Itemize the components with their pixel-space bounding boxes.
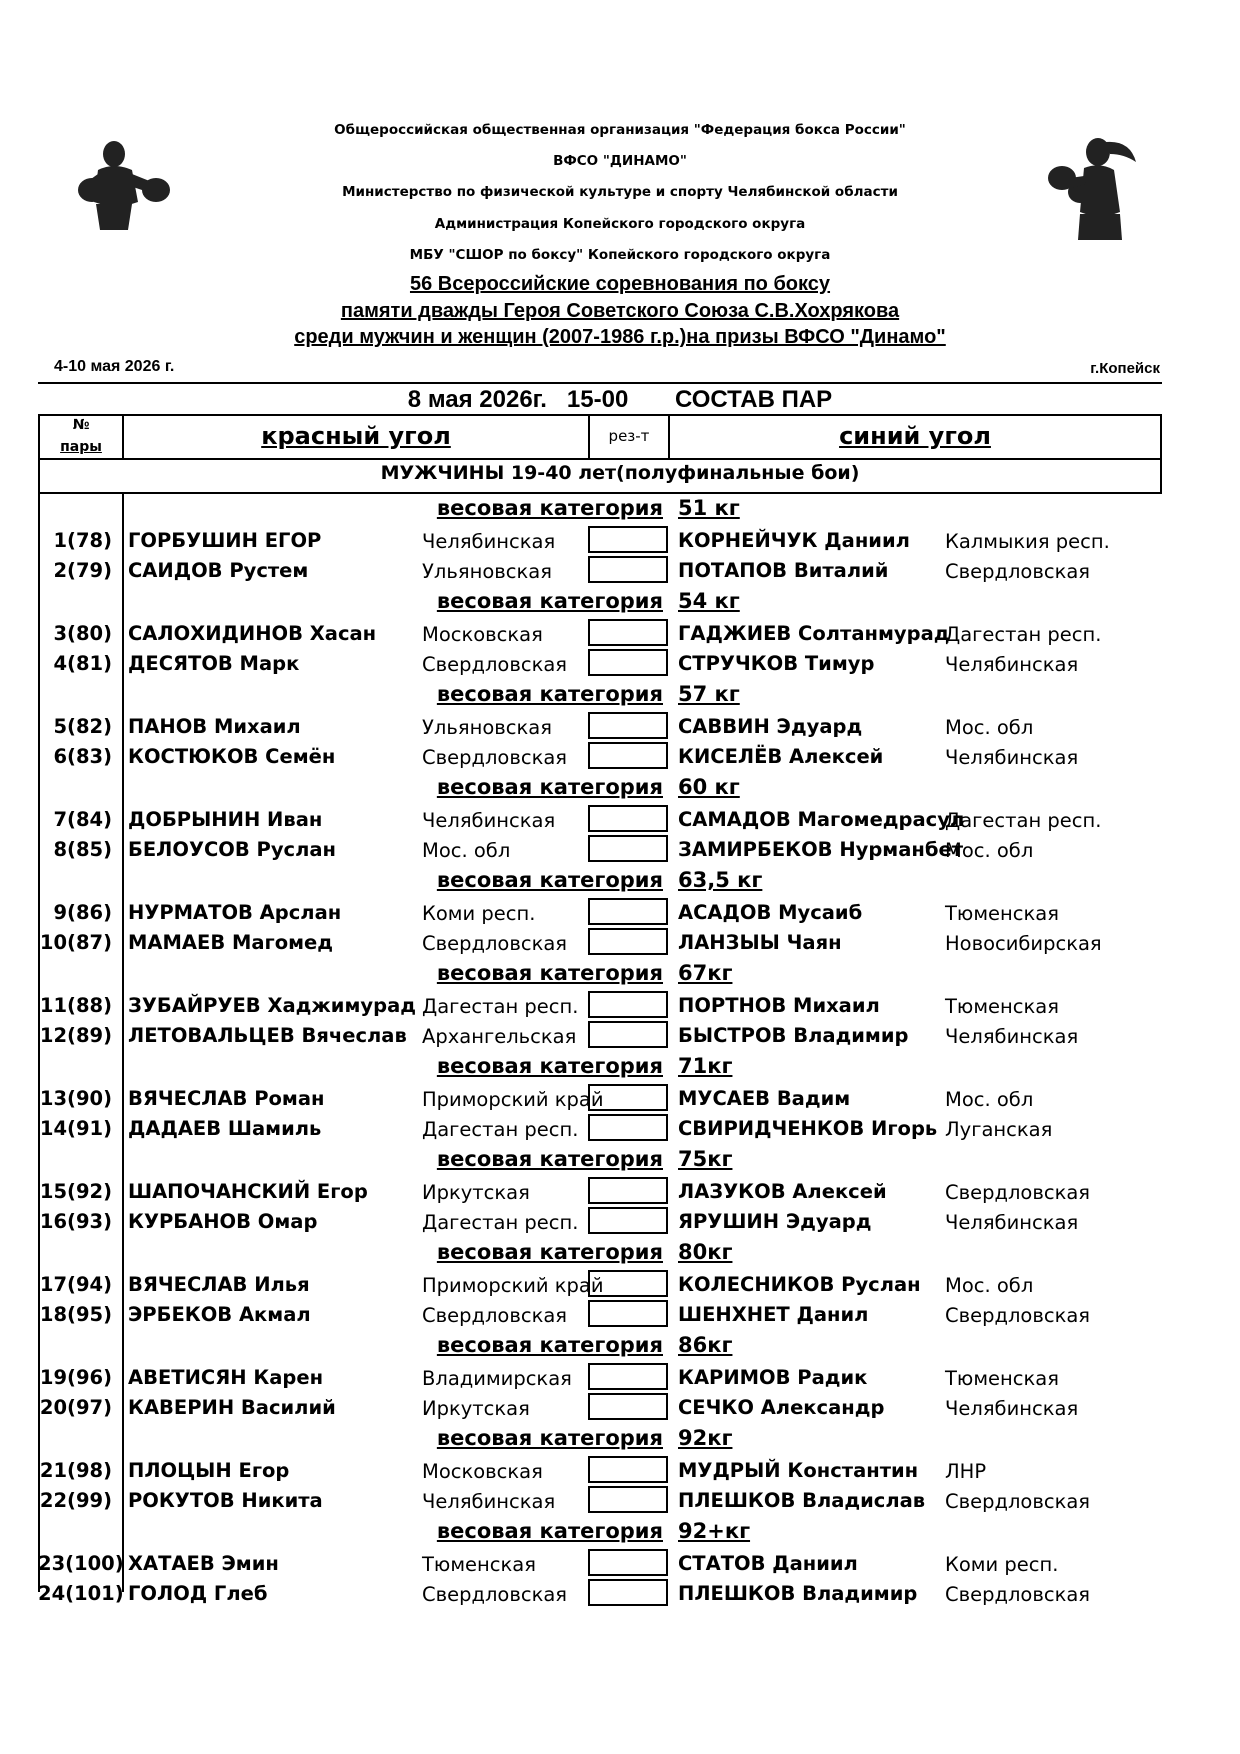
org-line-1: Общероссийская общественная организация "Федерация бокса России" — [334, 122, 906, 138]
blue-boxer-region: Челябинская — [945, 1211, 1079, 1234]
red-boxer-region: Челябинская — [422, 809, 556, 832]
weight-category-label: весовая категория — [436, 496, 663, 520]
result-box[interactable] — [588, 556, 668, 583]
red-boxer-region: Челябинская — [422, 1490, 556, 1513]
weight-category-label: весовая категория — [436, 868, 663, 892]
result-box[interactable] — [588, 1114, 668, 1141]
pair-number: 8(85) — [53, 838, 112, 861]
blue-boxer-region: Свердловская — [945, 560, 1091, 583]
result-box[interactable] — [588, 649, 668, 676]
blue-boxer-region: Мос. обл — [945, 839, 1034, 862]
pair-row — [0, 897, 1240, 927]
blue-boxer-region: Свердловская — [945, 1490, 1091, 1513]
result-box[interactable] — [588, 805, 668, 832]
pair-row — [0, 927, 1240, 957]
pair-row — [0, 1206, 1240, 1236]
pair-row — [0, 834, 1240, 864]
red-boxer-name: ЗУБАЙРУЕВ Хаджимурад — [128, 994, 416, 1017]
pair-number: 17(94) — [39, 1273, 112, 1296]
red-boxer-region: Челябинская — [422, 530, 556, 553]
result-box[interactable] — [588, 991, 668, 1018]
result-box[interactable] — [588, 835, 668, 862]
pair-number: 19(96) — [39, 1366, 112, 1389]
weight-category-label: весовая категория — [436, 775, 663, 799]
weight-category-row — [0, 494, 1240, 524]
blue-boxer-name: КОЛЕСНИКОВ Руслан — [678, 1273, 921, 1296]
blue-boxer-region: Челябинская — [945, 653, 1079, 676]
blue-corner-header: синий угол — [839, 422, 991, 450]
blue-boxer-name: МУСАЕВ Вадим — [678, 1087, 851, 1110]
blue-boxer-region: Челябинская — [945, 1025, 1079, 1048]
pair-row — [0, 1485, 1240, 1515]
red-boxer-region: Свердловская — [422, 746, 568, 769]
event-dates: 4-10 мая 2026 г. — [54, 358, 175, 375]
pair-number: 1(78) — [53, 529, 112, 552]
blue-boxer-region: Мос. обл — [945, 1088, 1034, 1111]
pair-row — [0, 1578, 1240, 1608]
weight-category-row — [0, 866, 1240, 896]
weight-category-row — [0, 1052, 1240, 1082]
org-line-4: Администрация Копейского городского округа — [434, 216, 806, 232]
blue-boxer-name: САВВИН Эдуард — [678, 715, 863, 738]
pair-number: 10(87) — [39, 931, 112, 954]
red-boxer-region: Архангельская — [422, 1025, 577, 1048]
red-boxer-region: Московская — [422, 1460, 543, 1483]
pair-row — [0, 741, 1240, 771]
pair-number: 24(101) — [38, 1582, 124, 1605]
red-boxer-region: Иркутская — [422, 1181, 530, 1204]
weight-category-value: 57 кг — [678, 682, 740, 706]
weight-category-label: весовая категория — [436, 1333, 663, 1357]
red-boxer-region: Дагестан респ. — [422, 995, 579, 1018]
weight-category-value: 86кг — [678, 1333, 733, 1357]
red-boxer-region: Свердловская — [422, 1304, 568, 1327]
blue-boxer-region: Свердловская — [945, 1583, 1091, 1606]
result-box[interactable] — [588, 1270, 668, 1297]
red-boxer-name: ХАТАЕВ Эмин — [128, 1552, 279, 1575]
blue-boxer-region: Тюменская — [945, 1367, 1059, 1390]
weight-category-row — [0, 680, 1240, 710]
weight-category-row — [0, 1424, 1240, 1454]
pair-number: 9(86) — [53, 901, 112, 924]
result-box[interactable] — [588, 1300, 668, 1327]
pair-number: 11(88) — [39, 994, 112, 1017]
event-city: г.Копейск — [1090, 360, 1160, 377]
red-boxer-region: Владимирская — [422, 1367, 572, 1390]
weight-category-value: 71кг — [678, 1054, 733, 1078]
blue-boxer-region: Тюменская — [945, 902, 1059, 925]
result-box[interactable] — [588, 1363, 668, 1390]
pair-row — [0, 1548, 1240, 1578]
org-line-3: Министерство по физической культуре и спорту Челябинской области — [342, 184, 898, 200]
pair-number: 3(80) — [53, 622, 112, 645]
weight-category-label: весовая категория — [436, 682, 663, 706]
blue-boxer-region: Мос. обл — [945, 1274, 1034, 1297]
red-boxer-name: САЛОХИДИНОВ Хасан — [128, 622, 377, 645]
weight-category-label: весовая категория — [436, 1240, 663, 1264]
pair-number: 2(79) — [53, 559, 112, 582]
result-box[interactable] — [588, 712, 668, 739]
weight-category-row — [0, 1238, 1240, 1268]
pair-row — [0, 555, 1240, 585]
pair-row — [0, 1020, 1240, 1050]
pair-number-header: № пары — [60, 417, 102, 455]
pair-row — [0, 1269, 1240, 1299]
red-boxer-region: Свердловская — [422, 1583, 568, 1606]
pair-row — [0, 1362, 1240, 1392]
blue-boxer-name: ПЛЕШКОВ Владимир — [678, 1582, 918, 1605]
blue-boxer-name: СЕЧКО Александр — [678, 1396, 885, 1419]
blue-boxer-region: Свердловская — [945, 1181, 1091, 1204]
red-boxer-name: ВЯЧЕСЛАВ Илья — [128, 1273, 310, 1296]
result-box[interactable] — [588, 898, 668, 925]
blue-boxer-name: ПОРТНОВ Михаил — [678, 994, 880, 1017]
org-line-5: МБУ "СШОР по боксу" Копейского городского округа — [409, 247, 831, 263]
pair-row — [0, 1392, 1240, 1422]
pair-number: 13(90) — [39, 1087, 112, 1110]
red-boxer-region: Свердловская — [422, 653, 568, 676]
red-boxer-name: НУРМАТОВ Арслан — [128, 901, 342, 924]
pair-number: 21(98) — [39, 1459, 112, 1482]
session-heading: 8 мая 2026г. 15-00 СОСТАВ ПАР — [407, 386, 833, 413]
pair-number: 23(100) — [38, 1552, 124, 1575]
pair-number: 22(99) — [39, 1489, 112, 1512]
blue-boxer-region: Мос. обл — [945, 716, 1034, 739]
red-boxer-name: МАМАЕВ Магомед — [128, 931, 334, 954]
red-boxer-region: Ульяновская — [422, 560, 552, 583]
title-line-3: среди мужчин и женщин (2007-1986 г.р.)на призы ВФСО "Динамо" — [294, 326, 946, 348]
red-boxer-name: АВЕТИСЯН Карен — [128, 1366, 324, 1389]
title-line-2: памяти дважды Героя Советского Союза С.В.Хохрякова — [340, 300, 900, 322]
blue-boxer-region: Дагестан респ. — [945, 809, 1102, 832]
blue-boxer-region: ЛНР — [945, 1460, 987, 1483]
red-boxer-region: Московская — [422, 623, 543, 646]
weight-category-label: весовая категория — [436, 589, 663, 613]
blue-boxer-name: ЛАНЗЫЫ Чаян — [678, 931, 842, 954]
result-box[interactable] — [588, 619, 668, 646]
blue-boxer-region: Луганская — [945, 1118, 1053, 1141]
blue-boxer-name: КИСЕЛЁВ Алексей — [678, 745, 884, 768]
red-boxer-region: Коми респ. — [422, 902, 536, 925]
blue-boxer-name: ЗАМИРБЕКОВ Нурманбет — [678, 838, 964, 861]
result-box[interactable] — [588, 1084, 668, 1111]
red-boxer-region: Иркутская — [422, 1397, 530, 1420]
blue-boxer-name: ЛАЗУКОВ Алексей — [678, 1180, 887, 1203]
weight-category-label: весовая категория — [436, 1519, 663, 1543]
blue-boxer-name: ГАДЖИЕВ Солтанмурад — [678, 622, 950, 645]
pair-row — [0, 1176, 1240, 1206]
blue-boxer-name: ШЕНХНЕТ Данил — [678, 1303, 869, 1326]
result-box[interactable] — [588, 1393, 668, 1420]
title-line-1: 56 Всероссийские соревнования по боксу — [409, 273, 831, 295]
pair-row — [0, 1113, 1240, 1143]
red-boxer-region: Свердловская — [422, 932, 568, 955]
pair-number: 5(82) — [53, 715, 112, 738]
red-boxer-name: ПАНОВ Михаил — [128, 715, 301, 738]
weight-category-value: 92кг — [678, 1426, 733, 1450]
weight-category-value: 92+кг — [678, 1519, 751, 1543]
blue-boxer-name: БЫСТРОВ Владимир — [678, 1024, 909, 1047]
blue-boxer-region: Новосибирская — [945, 932, 1102, 955]
blue-boxer-name: МУДРЫЙ Константин — [678, 1459, 919, 1482]
red-boxer-name: ГОЛОД Глеб — [128, 1582, 268, 1605]
red-boxer-name: ЛЕТОВАЛЬЦЕВ Вячеслав — [128, 1024, 407, 1047]
blue-boxer-region: Калмыкия респ. — [945, 530, 1110, 553]
result-box[interactable] — [588, 1177, 668, 1204]
blue-boxer-name: ПОТАПОВ Виталий — [678, 559, 889, 582]
blue-boxer-name: ЯРУШИН Эдуард — [678, 1210, 872, 1233]
red-boxer-region: Мос. обл — [422, 839, 511, 862]
result-box[interactable] — [588, 742, 668, 769]
red-boxer-region: Дагестан респ. — [422, 1118, 579, 1141]
weight-category-label: весовая категория — [436, 1147, 663, 1171]
blue-boxer-region: Дагестан респ. — [945, 623, 1102, 646]
red-boxer-name: ДЕСЯТОВ Марк — [128, 652, 300, 675]
pair-row — [0, 711, 1240, 741]
weight-category-value: 63,5 кг — [678, 868, 763, 892]
blue-boxer-name: СТАТОВ Даниил — [678, 1552, 858, 1575]
red-boxer-region: Дагестан респ. — [422, 1211, 579, 1234]
weight-category-row — [0, 1331, 1240, 1361]
red-boxer-name: ГОРБУШИН ЕГОР — [128, 529, 322, 552]
red-boxer-name: РОКУТОВ Никита — [128, 1489, 323, 1512]
section-title: МУЖЧИНЫ 19-40 лет(полуфинальные бои) — [380, 462, 860, 484]
blue-boxer-name: КАРИМОВ Радик — [678, 1366, 868, 1389]
weight-category-value: 67кг — [678, 961, 733, 985]
pair-row — [0, 1299, 1240, 1329]
result-box[interactable] — [588, 526, 668, 553]
red-boxer-name: ДАДАЕВ Шамиль — [128, 1117, 322, 1140]
blue-boxer-name: КОРНЕЙЧУК Даниил — [678, 529, 910, 552]
blue-boxer-region: Коми респ. — [945, 1553, 1059, 1576]
result-box[interactable] — [588, 1549, 668, 1576]
blue-boxer-region: Челябинская — [945, 746, 1079, 769]
weight-category-label: весовая категория — [436, 961, 663, 985]
weight-category-label: весовая категория — [436, 1426, 663, 1450]
pair-row — [0, 618, 1240, 648]
blue-boxer-region: Свердловская — [945, 1304, 1091, 1327]
red-boxer-name: КУРБАНОВ Омар — [128, 1210, 318, 1233]
pair-row — [0, 990, 1240, 1020]
weight-category-value: 60 кг — [678, 775, 740, 799]
pair-row — [0, 648, 1240, 678]
weight-category-label: весовая категория — [436, 1054, 663, 1078]
pair-number: 7(84) — [53, 808, 112, 831]
blue-boxer-name: ПЛЕШКОВ Владислав — [678, 1489, 926, 1512]
red-boxer-region: Тюменская — [422, 1553, 536, 1576]
red-boxer-name: ДОБРЫНИН Иван — [128, 808, 323, 831]
blue-boxer-name: АСАДОВ Мусаиб — [678, 901, 863, 924]
red-boxer-name: КАВЕРИН Василий — [128, 1396, 336, 1419]
pair-number: 15(92) — [39, 1180, 112, 1203]
weight-category-row — [0, 587, 1240, 617]
blue-boxer-name: СВИРИДЧЕНКОВ Игорь — [678, 1117, 938, 1140]
pair-number: 16(93) — [39, 1210, 112, 1233]
org-line-2: ВФСО "ДИНАМО" — [553, 153, 687, 169]
result-header: рез-т — [608, 427, 650, 445]
red-boxer-region: Ульяновская — [422, 716, 552, 739]
pair-row — [0, 525, 1240, 555]
result-box[interactable] — [588, 928, 668, 955]
pair-number: 18(95) — [39, 1303, 112, 1326]
pair-row — [0, 1455, 1240, 1485]
weight-category-value: 80кг — [678, 1240, 733, 1264]
result-box[interactable] — [588, 1456, 668, 1483]
pair-number: 14(91) — [39, 1117, 112, 1140]
red-boxer-name: ЭРБЕКОВ Акмал — [128, 1303, 311, 1326]
blue-boxer-region: Челябинская — [945, 1397, 1079, 1420]
weight-category-row — [0, 773, 1240, 803]
weight-category-value: 54 кг — [678, 589, 740, 613]
result-box[interactable] — [588, 1207, 668, 1234]
red-boxer-name: ШАПОЧАНСКИЙ Егор — [128, 1180, 368, 1203]
red-boxer-name: ВЯЧЕСЛАВ Роман — [128, 1087, 325, 1110]
pair-number: 4(81) — [53, 652, 112, 675]
red-boxer-name: ПЛОЦЫН Егор — [128, 1459, 290, 1482]
red-boxer-region: Приморский край — [422, 1088, 604, 1111]
red-boxer-name: БЕЛОУСОВ Руслан — [128, 838, 337, 861]
pair-row — [0, 804, 1240, 834]
pair-row — [0, 1083, 1240, 1113]
pair-number: 12(89) — [39, 1024, 112, 1047]
weight-category-value: 75кг — [678, 1147, 733, 1171]
result-box[interactable] — [588, 1486, 668, 1513]
pair-number: 6(83) — [53, 745, 112, 768]
weight-category-row — [0, 1145, 1240, 1175]
red-boxer-name: САИДОВ Рустем — [128, 559, 309, 582]
result-box[interactable] — [588, 1579, 668, 1606]
blue-boxer-region: Тюменская — [945, 995, 1059, 1018]
weight-category-row — [0, 959, 1240, 989]
blue-boxer-name: САМАДОВ Магомедрасул — [678, 808, 965, 831]
red-corner-header: красный угол — [261, 422, 451, 450]
result-box[interactable] — [588, 1021, 668, 1048]
weight-category-row — [0, 1517, 1240, 1547]
blue-boxer-name: СТРУЧКОВ Тимур — [678, 652, 875, 675]
pair-number: 20(97) — [39, 1396, 112, 1419]
weight-category-value: 51 кг — [678, 496, 740, 520]
red-boxer-name: КОСТЮКОВ Семён — [128, 745, 336, 768]
red-boxer-region: Приморский край — [422, 1274, 604, 1297]
